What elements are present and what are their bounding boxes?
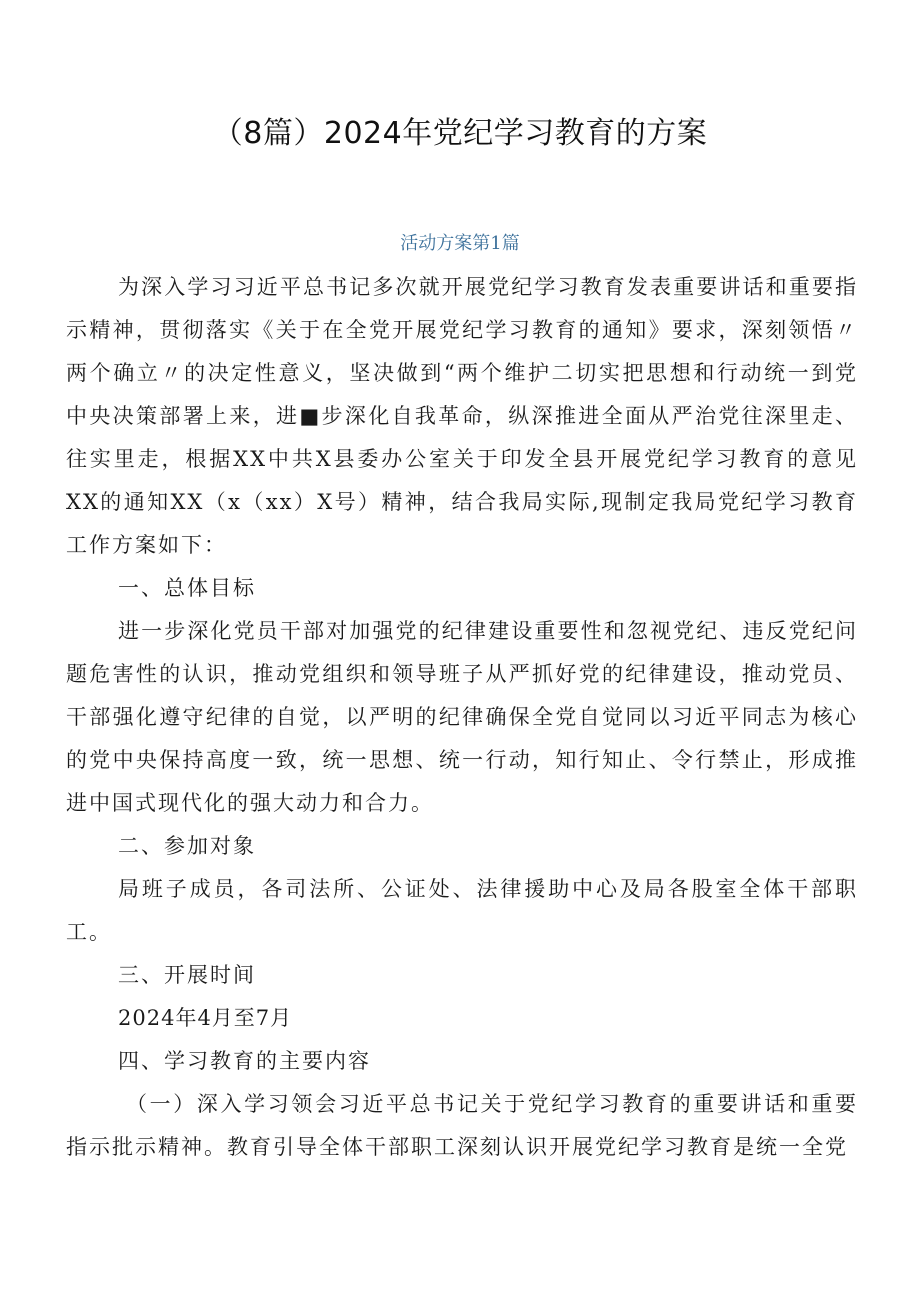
intro-paragraph: 为深入学习习近平总书记多次就开展党纪学习教育发表重要讲话和重要指示精神，贯彻落实《关于在全党开展党纪学习教育的通知》要求，深刻领悟〃两个确立〃的决定性意义，坚决做到“两个维护二切实把思想和行动统一到党中央决策部署上来，进■步深化自我革命，纵深推进全面从严治党往深里走、往实里走，根据XX中共X县委办公室关于印发全县开展党纪学习教育的意见XX的通知XX（x（xx）X号）精神，结合我局实际,现制定我局党纪学习教育工作方案如下：	[66, 275, 858, 557]
section-heading-participants: 二、参加对象	[118, 834, 256, 858]
section-heading-content: 四、学习教育的主要内容	[118, 1049, 371, 1073]
section-text-goals: 进一步深化党员干部对加强党的纪律建设重要性和忽视党纪、违反党纪问题危害性的认识，推动党组织和领导班子从严抓好党的纪律建设，推动党员、干部强化遵守纪律的自觉，以严明的纪律确保全党自觉同以习近平同志为核心的党中央保持高度一致，统一思想、统一行动，知行知止、令行禁止，形成推进中国式现代化的强大动力和合力。	[66, 619, 858, 815]
document-title: （8篇）2024年党纪学习教育的方案	[212, 116, 708, 151]
section-heading-time: 三、开展时间	[118, 963, 256, 987]
section-text-time: 2024年4月至7月	[118, 1006, 293, 1030]
section-text-participants: 局班子成员，各司法所、公证处、法律援助中心及局各股室全体干部职工。	[66, 877, 858, 944]
document-subtitle: 活动方案第1篇	[400, 233, 520, 254]
section-heading-goals: 一、总体目标	[118, 576, 256, 600]
document-body	[66, 266, 858, 1169]
section-subitem-1: （一）深入学习领会习近平总书记关于党纪学习教育的重要讲话和重要指示批示精神。教育引导全体干部职工深刻认识开展党纪学习教育是统一全党	[66, 1092, 858, 1159]
